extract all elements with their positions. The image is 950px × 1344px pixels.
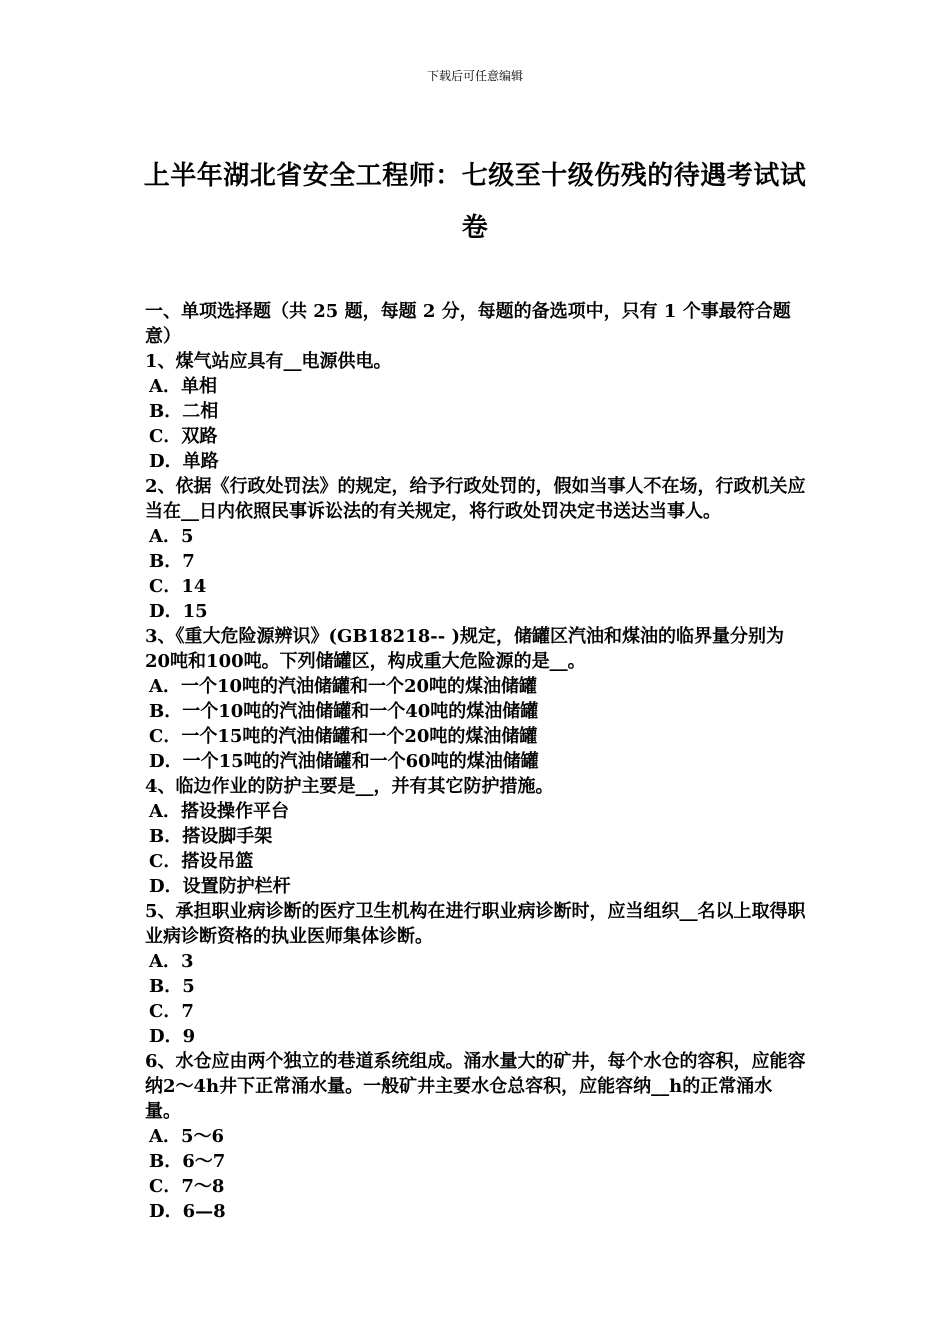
option-b: B．一个10吨的汽油储罐和一个40吨的煤油储罐 xyxy=(149,701,539,722)
question-4 xyxy=(145,774,807,899)
option-d: D．6—8 xyxy=(149,1201,226,1222)
option-a: A．搭设操作平台 xyxy=(149,801,289,822)
option-a: A．3 xyxy=(149,951,194,972)
question-5 xyxy=(145,899,807,1049)
option-a: A．一个10吨的汽油储罐和一个20吨的煤油储罐 xyxy=(149,676,538,697)
section-heading: 一、单项选择题（共 25 题，每题 2 分，每题的备选项中，只有 1 个事最符合题意） xyxy=(145,301,791,347)
question-6 xyxy=(145,1049,807,1224)
option-b: B．搭设脚手架 xyxy=(149,826,273,847)
option-d: D．设置防护栏杆 xyxy=(149,876,291,897)
option-c: C．双路 xyxy=(149,426,218,447)
option-b: B．5 xyxy=(149,976,195,997)
option-d: D．9 xyxy=(149,1026,196,1047)
question-stem: 2、依据《行政处罚法》的规定，给予行政处罚的，假如当事人不在场，行政机关应当在__日内依照民事诉讼法的有关规定，将行政处罚决定书送达当事人。 xyxy=(145,476,806,522)
option-d: D．15 xyxy=(149,601,208,622)
question-stem: 5、承担职业病诊断的医疗卫生机构在进行职业病诊断时，应当组织__名以上取得职业病诊断资格的执业医师集体诊断。 xyxy=(145,901,806,947)
question-2 xyxy=(145,474,807,624)
option-c: C．一个15吨的汽油储罐和一个20吨的煤油储罐 xyxy=(149,726,538,747)
option-c: C．7 xyxy=(149,1001,194,1022)
option-c: C．14 xyxy=(149,576,207,597)
option-c: C．7～8 xyxy=(149,1176,225,1197)
page-title: 上半年湖北省安全工程师：七级至十级伤残的待遇考试试卷 xyxy=(143,161,807,243)
question-stem: 3、《重大危险源辨识》(GB18218-- )规定，储罐区汽油和煤油的临界量分别为20吨和100吨。下列储罐区，构成重大危险源的是__。 xyxy=(145,626,784,672)
exam-content xyxy=(145,299,807,1224)
option-a: A．5 xyxy=(149,526,194,547)
question-3 xyxy=(145,624,807,774)
header-note: 下载后可任意编辑 xyxy=(426,69,523,83)
option-a: A．单相 xyxy=(149,376,217,397)
option-b: B．7 xyxy=(149,551,195,572)
question-stem: 1、煤气站应具有__电源供电。 xyxy=(145,351,392,372)
option-a: A．5～6 xyxy=(149,1126,225,1147)
option-c: C．搭设吊篮 xyxy=(149,851,254,872)
option-d: D．单路 xyxy=(149,451,219,472)
option-b: B．6～7 xyxy=(149,1151,226,1172)
option-d: D．一个15吨的汽油储罐和一个60吨的煤油储罐 xyxy=(149,751,539,772)
question-stem: 4、临边作业的防护主要是__，并有其它防护措施。 xyxy=(145,776,554,797)
option-b: B．二相 xyxy=(149,401,219,422)
question-1 xyxy=(145,349,807,474)
question-stem: 6、水仓应由两个独立的巷道系统组成。涌水量大的矿井，每个水仓的容积，应能容纳2～4h井下正常涌水量。一般矿井主要水仓总容积，应能容纳__h的正常涌水量。 xyxy=(145,1051,806,1122)
